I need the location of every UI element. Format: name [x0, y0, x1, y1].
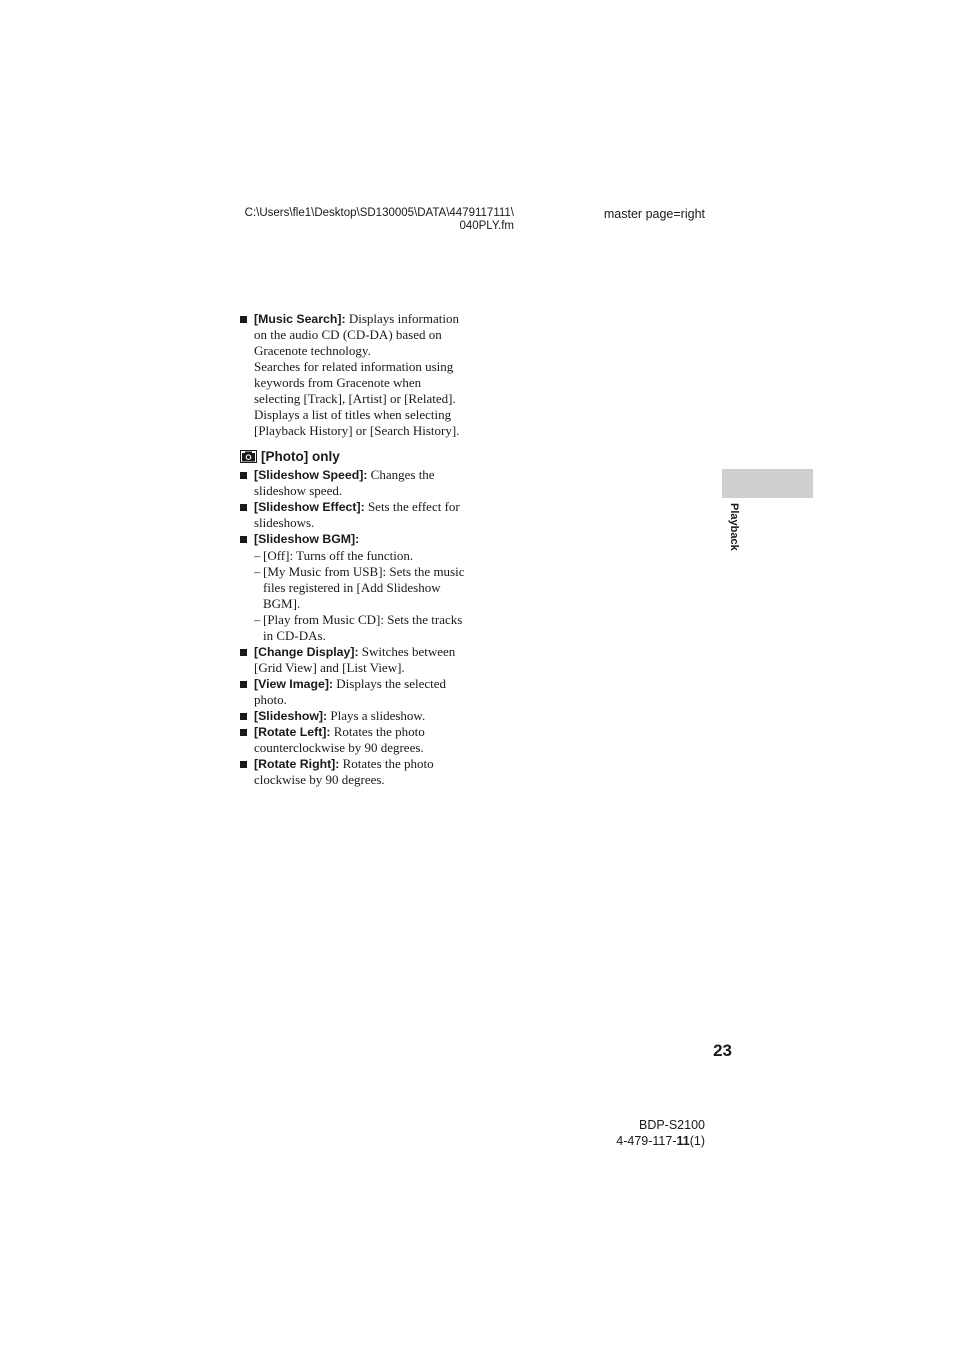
- model-name: BDP-S2100: [638, 1118, 705, 1132]
- item-label: [Slideshow]:: [254, 709, 328, 723]
- item-text: Searches for related information using keywords from Gracenote when selecting [Track], [Artist] or [Related].: [254, 359, 456, 406]
- menu-item-slideshow-bgm: [240, 531, 470, 547]
- item-text: Changes the slideshow speed.: [254, 467, 435, 498]
- main-content: [240, 311, 470, 788]
- part-number-bold: 11: [676, 1134, 690, 1148]
- side-tab-label-wrap: [726, 503, 740, 563]
- menu-item-view-image: [240, 676, 470, 708]
- side-tab-label: Playback: [728, 503, 740, 551]
- item-text: Displays a list of titles when selecting [Playback History] or [Search History].: [254, 407, 460, 438]
- file-path-line-1: C:\Users\fle1\Desktop\SD130005\DATA\4479117111\: [244, 207, 514, 219]
- bullet-square-icon: [240, 472, 247, 479]
- item-text: Sets the effect for slideshows.: [254, 499, 460, 530]
- item-text: Rotates the photo clockwise by 90 degrees.: [254, 756, 434, 787]
- item-text: Rotates the photo counterclockwise by 90 degrees.: [254, 724, 425, 755]
- side-tab: [722, 469, 813, 498]
- menu-item-slideshow-effect: [240, 499, 470, 531]
- menu-item-slideshow: [240, 708, 470, 724]
- bullet-square-icon: [240, 316, 247, 323]
- menu-item-music-search: [240, 311, 470, 439]
- dash-marker: –: [254, 564, 261, 579]
- item-text: Switches between [Grid View] and [List View].: [254, 644, 456, 675]
- bullet-square-icon: [240, 504, 247, 511]
- part-number-prefix: 4-479-117-: [616, 1134, 677, 1148]
- item-text: Displays information on the audio CD (CD-DA) based on Gracenote technology.: [254, 311, 459, 358]
- file-path-header: [230, 207, 514, 233]
- sub-item-off: [240, 548, 470, 564]
- item-label: [Change Display]:: [254, 645, 359, 659]
- item-label: [Slideshow Speed]:: [254, 468, 368, 482]
- item-label: [View Image]:: [254, 677, 334, 691]
- bullet-square-icon: [240, 681, 247, 688]
- item-label: [Music Search]:: [254, 312, 346, 326]
- dash-marker: –: [254, 548, 261, 563]
- menu-item-slideshow-speed: [240, 467, 470, 499]
- item-label: [Rotate Right]:: [254, 757, 340, 771]
- sub-item-text: [Off]: Turns off the function.: [263, 548, 414, 563]
- bullet-square-icon: [240, 729, 247, 736]
- bullet-square-icon: [240, 713, 247, 720]
- item-text: Plays a slideshow.: [327, 708, 426, 723]
- item-label: [Slideshow Effect]:: [254, 500, 365, 514]
- bullet-square-icon: [240, 761, 247, 768]
- part-number: [560, 1133, 705, 1149]
- sub-item-text: [Play from Music CD]: Sets the tracks in CD-DAs.: [263, 612, 463, 643]
- dash-marker: –: [254, 612, 261, 627]
- section-heading-text: [Photo] only: [261, 449, 340, 464]
- menu-item-rotate-left: [240, 724, 470, 756]
- file-path-line-2: 040PLY.fm: [459, 220, 514, 232]
- sub-item-text: [My Music from USB]: Sets the music files registered in [Add Slideshow BGM].: [263, 564, 465, 611]
- master-page-label: master page=right: [603, 207, 705, 221]
- menu-item-change-display: [240, 644, 470, 676]
- sub-item-play-from-music-cd: [240, 612, 470, 644]
- camera-icon: [240, 450, 257, 463]
- menu-item-rotate-right: [240, 756, 470, 788]
- model-info: [560, 1117, 705, 1149]
- item-label: [Rotate Left]:: [254, 725, 331, 739]
- bullet-square-icon: [240, 649, 247, 656]
- page-number: 23: [713, 1041, 732, 1060]
- item-text: Displays the selected photo.: [254, 676, 447, 707]
- sub-item-my-music-from-usb: [240, 564, 470, 612]
- item-label: [Slideshow BGM]:: [254, 532, 360, 546]
- part-number-suffix: (1): [689, 1134, 705, 1148]
- bullet-square-icon: [240, 536, 247, 543]
- section-heading-photo: [240, 448, 470, 465]
